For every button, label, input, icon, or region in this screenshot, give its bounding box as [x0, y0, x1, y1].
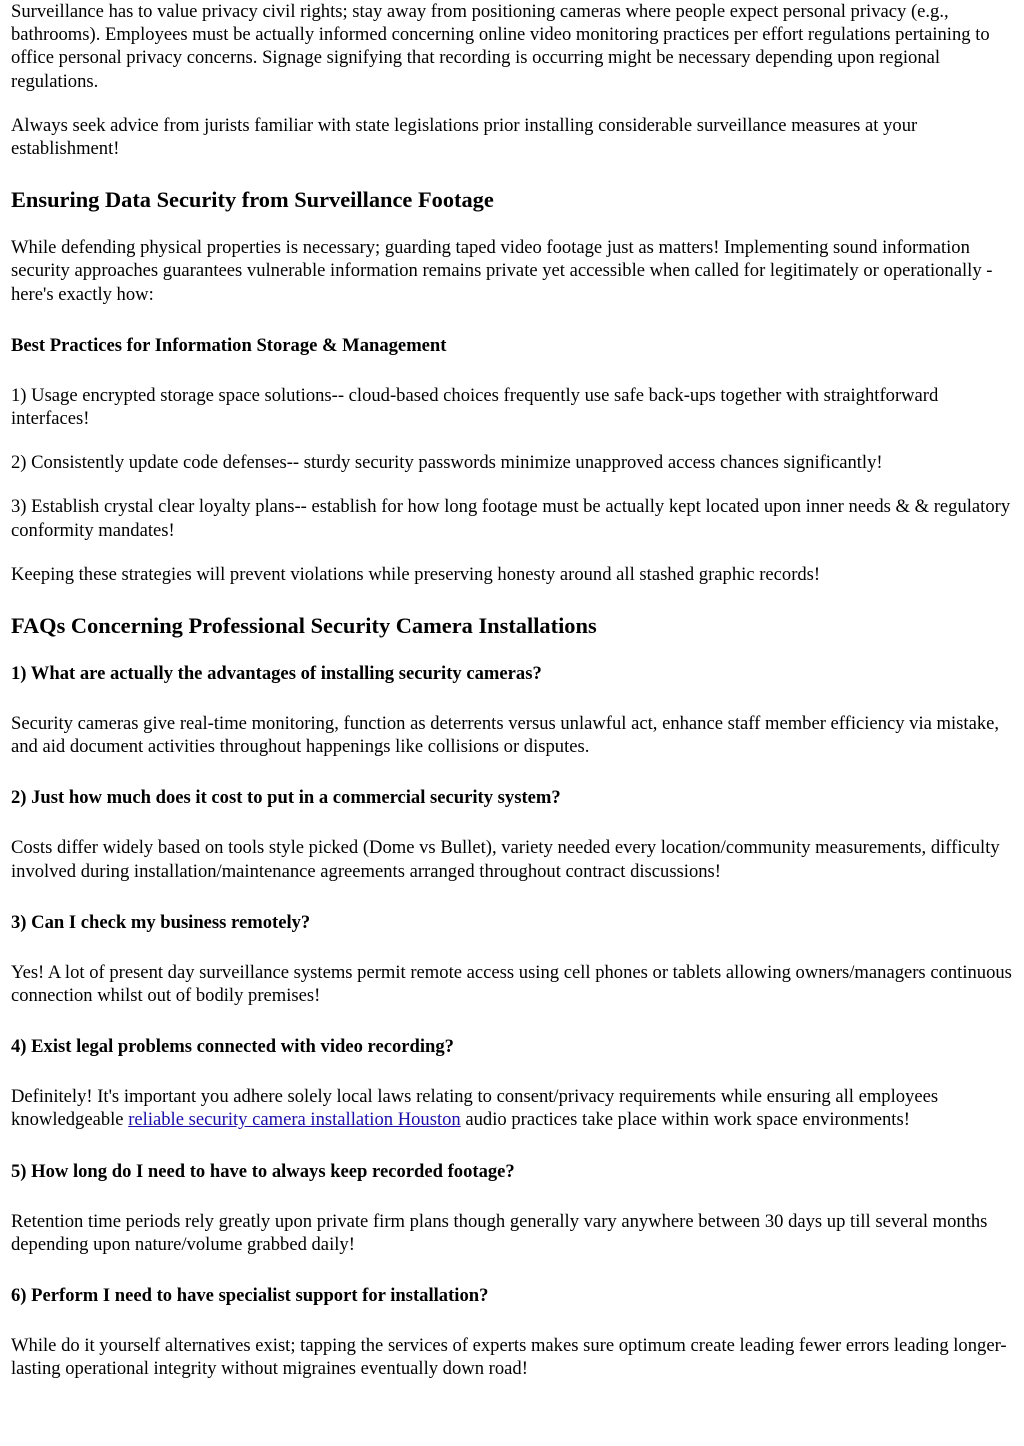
faq-answer-5: Retention time periods rely greatly upon private firm plans though generally vary anywhere between 30 days up till several months depending upon nature/volume grabbed daily!	[11, 1210, 988, 1255]
faq-answer-1: Security cameras give real-time monitoring, function as deterrents versus unlawful act, enhance staff member efficiency via mistake, and aid document activities throughout happenings like collisions or disputes.	[11, 713, 1000, 758]
faq-answer-6: While do it yourself alternatives exist; tapping the services of experts makes sure optimum create leading fewer errors leading longer-lasting operational integrity without migraines eventually down road!	[11, 1335, 1007, 1380]
faq-question-3: 3) Can I check my business remotely?	[11, 911, 311, 933]
section-heading-faqs: FAQs Concerning Professional Security Camera Installations	[11, 613, 597, 639]
section-heading-data-security: Ensuring Data Security from Surveillance Footage	[11, 187, 494, 213]
faq-answer-4-text-before: Definitely! It's important you adhere solely local laws relating to consent/privacy requirements while ensuring all employees knowledgeable	[11, 1086, 939, 1131]
security-camera-installation-link[interactable]: reliable security camera installation Houston	[128, 1109, 461, 1131]
paragraph-privacy: Surveillance has to value privacy civil rights; stay away from positioning cameras where people expect personal privacy (e.g., bathrooms). Employees must be actually informed concerning online video monitoring practices per effort regulations pertaining to office personal privacy concerns. Signage signifying that recording is occurring might be necessary depending upon regional regulations.	[11, 1, 990, 92]
faq-question-5: 5) How long do I need to have to always keep recorded footage?	[11, 1160, 515, 1182]
paragraph-data-security-outro: Keeping these strategies will prevent violations while preserving honesty around all stashed graphic records!	[11, 563, 821, 585]
faq-answer-4	[11, 1085, 1013, 1131]
list-item-practice-2: 2) Consistently update code defenses-- sturdy security passwords minimize unapproved access chances significantly!	[11, 452, 883, 474]
faq-question-1: 1) What are actually the advantages of installing security cameras?	[11, 663, 542, 685]
faq-question-6: 6) Perform I need to have specialist support for installation?	[11, 1285, 489, 1307]
faq-answer-2: Costs differ widely based on tools style picked (Dome vs Bullet), variety needed every location/community measurements, difficulty involved during installation/maintenance agreements arranged throughout contract discussions!	[11, 837, 1000, 882]
faq-answer-3: Yes! A lot of present day surveillance systems permit remote access using cell phones or tablets allowing owners/managers continuous connection whilst out of bodily premises!	[11, 961, 1012, 1007]
list-item-practice-3: 3) Establish crystal clear loyalty plans-- establish for how long footage must be actually kept located upon inner needs & & regulatory conformity mandates!	[11, 496, 1011, 541]
list-item-practice-1: 1) Usage encrypted storage space solutions-- cloud-based choices frequently use safe back-ups together with straightforward interfaces!	[11, 384, 939, 430]
faq-answer-4-text-after: audio practices take place within work space environments!	[460, 1109, 910, 1131]
paragraph-legal-advice: Always seek advice from jurists familiar with state legislations prior installing considerable surveillance measures at your establishment!	[11, 114, 918, 160]
paragraph-data-security-intro: While defending physical properties is necessary; guarding taped video footage just as matters! Implementing sound information security approaches guarantees vulnerable information remains private yet accessible when called for legitimately or operationally - here's exactly how:	[11, 237, 993, 305]
faq-question-2: 2) Just how much does it cost to put in a commercial security system?	[11, 787, 561, 809]
subheading-best-practices: Best Practices for Information Storage & Management	[11, 334, 447, 356]
faq-question-4: 4) Exist legal problems connected with video recording?	[11, 1036, 454, 1058]
